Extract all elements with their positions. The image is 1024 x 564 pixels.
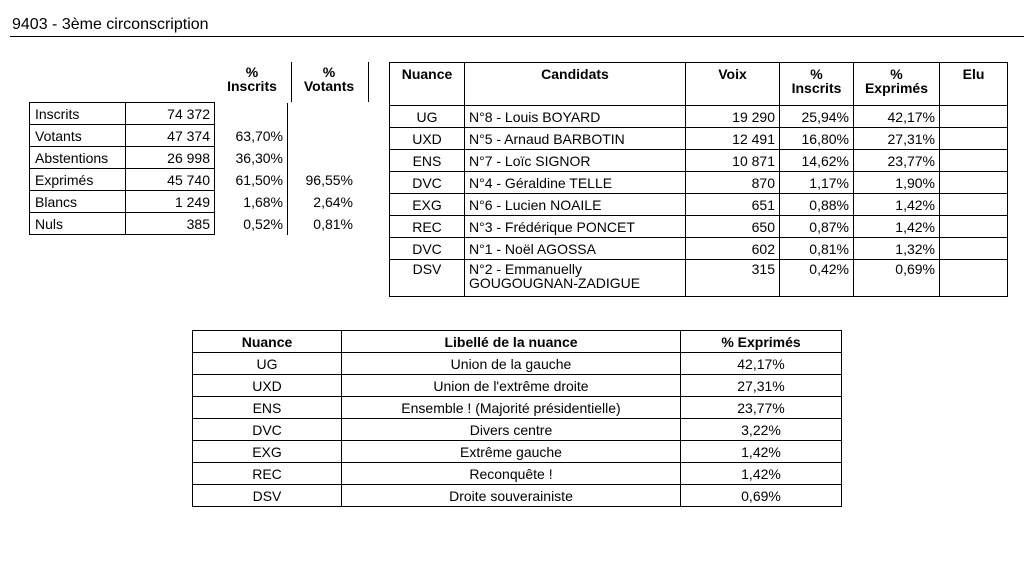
- col-header-pct-exprimes: [854, 63, 940, 106]
- stats-row: [30, 147, 358, 169]
- col-header-pct-inscrits-label: Inscrits: [791, 80, 842, 96]
- nuance-libelle: Union de l'extrême droite: [342, 375, 681, 397]
- nuance-pct-exprimes: 23,77%: [681, 397, 842, 419]
- nuance-pct-exprimes: 27,31%: [681, 375, 842, 397]
- col-header-libelle: Libellé de la nuance: [342, 331, 681, 353]
- candidate-nuance: ENS: [390, 150, 465, 172]
- candidate-name: N°5 - Arnaud BARBOTIN: [465, 128, 686, 150]
- col-header-voix: Voix: [686, 63, 780, 106]
- stats-label: Nuls: [30, 213, 126, 235]
- nuance-libelle: Droite souverainiste: [342, 485, 681, 507]
- stats-header-pct-inscrits-symbol: %: [245, 64, 259, 80]
- stats-value: 1 249: [126, 191, 215, 213]
- col-header-nuance: Nuance: [193, 331, 342, 353]
- col-header-pct-inscrits-symbol: %: [810, 66, 823, 82]
- nuance-pct-exprimes: 3,22%: [681, 419, 842, 441]
- candidate-pct-inscrits: 0,42%: [780, 260, 854, 297]
- candidate-pct-exprimes: 23,77%: [854, 150, 940, 172]
- candidate-name: N°4 - Géraldine TELLE: [465, 172, 686, 194]
- candidate-pct-inscrits: 0,88%: [780, 194, 854, 216]
- candidate-nuance: DVC: [390, 238, 465, 260]
- candidate-pct-exprimes: 1,32%: [854, 238, 940, 260]
- stats-header-divider: [368, 62, 369, 102]
- stats-row: [30, 125, 358, 147]
- stats-row: [30, 169, 358, 191]
- stats-header-pct-votants-label: Votants: [303, 78, 355, 94]
- candidates-table: [389, 62, 1008, 297]
- stats-pct-inscrits: 36,30%: [235, 149, 283, 166]
- nuance-libelle: Ensemble ! (Majorité présidentielle): [342, 397, 681, 419]
- nuance-code: UXD: [193, 375, 342, 397]
- candidate-nuance: DVC: [390, 172, 465, 194]
- nuance-row: [193, 397, 842, 419]
- candidate-elu: [940, 216, 1008, 238]
- stats-pct-inscrits: 61,50%: [235, 171, 283, 188]
- stats-row: [30, 213, 358, 235]
- candidate-pct-inscrits: 0,87%: [780, 216, 854, 238]
- stats-value: 45 740: [126, 169, 215, 191]
- candidate-elu: [940, 172, 1008, 194]
- candidates-header-row: [390, 63, 1008, 106]
- stats-row: [30, 103, 358, 125]
- col-header-candidats: Candidats: [465, 63, 686, 106]
- stats-label: Inscrits: [30, 103, 126, 125]
- candidate-name: N°8 - Louis BOYARD: [465, 106, 686, 128]
- stats-header-pct-inscrits: [216, 65, 288, 93]
- nuance-row: [193, 419, 842, 441]
- candidate-row: [390, 172, 1008, 194]
- candidate-nuance: DSV: [390, 260, 465, 297]
- candidate-voix: 602: [686, 238, 780, 260]
- candidate-elu: [940, 238, 1008, 260]
- nuance-code: UG: [193, 353, 342, 375]
- candidate-pct-exprimes: 27,31%: [854, 128, 940, 150]
- nuance-libelle: Reconquête !: [342, 463, 681, 485]
- nuance-pct-exprimes: 1,42%: [681, 441, 842, 463]
- stats-pct-votants: 2,64%: [288, 191, 358, 213]
- col-header-pct-exprimes-label: Exprimés: [864, 80, 929, 96]
- candidate-nuance: EXG: [390, 194, 465, 216]
- nuance-libelle: Extrême gauche: [342, 441, 681, 463]
- nuances-table: [192, 330, 842, 507]
- candidate-row: [390, 238, 1008, 260]
- nuance-row: [193, 485, 842, 507]
- stats-table: [29, 102, 357, 235]
- stats-label: Blancs: [30, 191, 126, 213]
- page-title: 9403 - 3ème circonscription: [12, 16, 209, 33]
- candidate-elu: [940, 106, 1008, 128]
- stats-pct-inscrits: 0,52%: [243, 215, 283, 232]
- stats-header-pct-votants: [293, 65, 365, 93]
- stats-header-divider: [291, 62, 292, 102]
- nuance-pct-exprimes: 1,42%: [681, 463, 842, 485]
- candidate-elu: [940, 128, 1008, 150]
- candidate-pct-inscrits: 25,94%: [780, 106, 854, 128]
- stats-label: Exprimés: [30, 169, 126, 191]
- candidate-name: N°3 - Frédérique PONCET: [465, 216, 686, 238]
- stats-pct-votants: 0,81%: [288, 213, 358, 235]
- stats-label: Abstentions: [30, 147, 126, 169]
- candidate-voix: 870: [686, 172, 780, 194]
- stats-header-pct-votants-symbol: %: [322, 64, 336, 80]
- candidate-row: [390, 260, 1008, 297]
- col-header-pct-exprimes-symbol: %: [890, 66, 903, 82]
- stats-pct-inscrits: 1,68%: [243, 193, 283, 210]
- nuance-row: [193, 441, 842, 463]
- stats-pct-votants: [288, 103, 358, 125]
- candidate-name: N°6 - Lucien NOAILE: [465, 194, 686, 216]
- col-header-nuance: Nuance: [390, 63, 465, 106]
- col-header-pct-inscrits: [780, 63, 854, 106]
- nuance-pct-exprimes: 42,17%: [681, 353, 842, 375]
- candidate-elu: [940, 194, 1008, 216]
- candidate-row: [390, 128, 1008, 150]
- nuance-row: [193, 463, 842, 485]
- candidate-row: [390, 216, 1008, 238]
- candidate-voix: 19 290: [686, 106, 780, 128]
- candidate-pct-exprimes: 42,17%: [854, 106, 940, 128]
- candidate-elu: [940, 150, 1008, 172]
- candidate-pct-exprimes: 1,42%: [854, 216, 940, 238]
- col-header-pct-exprimes: % Exprimés: [681, 331, 842, 353]
- candidate-name: N°2 - Emmanuelly GOUGOUGNAN-ZADIGUE: [465, 260, 686, 297]
- candidate-row: [390, 150, 1008, 172]
- candidate-voix: 10 871: [686, 150, 780, 172]
- col-header-elu: Elu: [940, 63, 1008, 106]
- candidate-voix: 12 491: [686, 128, 780, 150]
- nuance-row: [193, 353, 842, 375]
- candidate-voix: 315: [686, 260, 780, 297]
- candidate-pct-exprimes: 1,42%: [854, 194, 940, 216]
- stats-value: 74 372: [126, 103, 215, 125]
- candidate-nuance: UG: [390, 106, 465, 128]
- candidate-nuance: REC: [390, 216, 465, 238]
- stats-row: [30, 191, 358, 213]
- stats-pct-inscrits: 63,70%: [235, 127, 283, 144]
- nuance-code: DVC: [193, 419, 342, 441]
- stats-pct-votants: [288, 147, 358, 169]
- candidate-nuance: UXD: [390, 128, 465, 150]
- candidate-row: [390, 106, 1008, 128]
- stats-value: 26 998: [126, 147, 215, 169]
- stats-pct-inscrits: [215, 103, 288, 125]
- nuances-header-row: [193, 331, 842, 353]
- candidate-pct-inscrits: 16,80%: [780, 128, 854, 150]
- candidate-pct-exprimes: 0,69%: [854, 260, 940, 297]
- title-divider: [10, 36, 1024, 37]
- candidate-elu: [940, 260, 1008, 297]
- candidate-pct-exprimes: 1,90%: [854, 172, 940, 194]
- nuance-libelle: Union de la gauche: [342, 353, 681, 375]
- nuance-code: DSV: [193, 485, 342, 507]
- stats-value: 47 374: [126, 125, 215, 147]
- stats-value: 385: [126, 213, 215, 235]
- stats-label: Votants: [30, 125, 126, 147]
- candidate-voix: 651: [686, 194, 780, 216]
- stats-pct-votants: 96,55%: [288, 169, 358, 191]
- candidate-pct-inscrits: 14,62%: [780, 150, 854, 172]
- nuance-libelle: Divers centre: [342, 419, 681, 441]
- candidate-row: [390, 194, 1008, 216]
- stats-pct-votants: [288, 125, 358, 147]
- nuance-pct-exprimes: 0,69%: [681, 485, 842, 507]
- nuance-row: [193, 375, 842, 397]
- nuance-code: EXG: [193, 441, 342, 463]
- candidate-name: N°7 - Loïc SIGNOR: [465, 150, 686, 172]
- candidate-pct-inscrits: 0,81%: [780, 238, 854, 260]
- candidate-pct-inscrits: 1,17%: [780, 172, 854, 194]
- candidate-voix: 650: [686, 216, 780, 238]
- candidate-name: N°1 - Noël AGOSSA: [465, 238, 686, 260]
- nuance-code: ENS: [193, 397, 342, 419]
- stats-header-pct-inscrits-label: Inscrits: [227, 78, 277, 94]
- nuance-code: REC: [193, 463, 342, 485]
